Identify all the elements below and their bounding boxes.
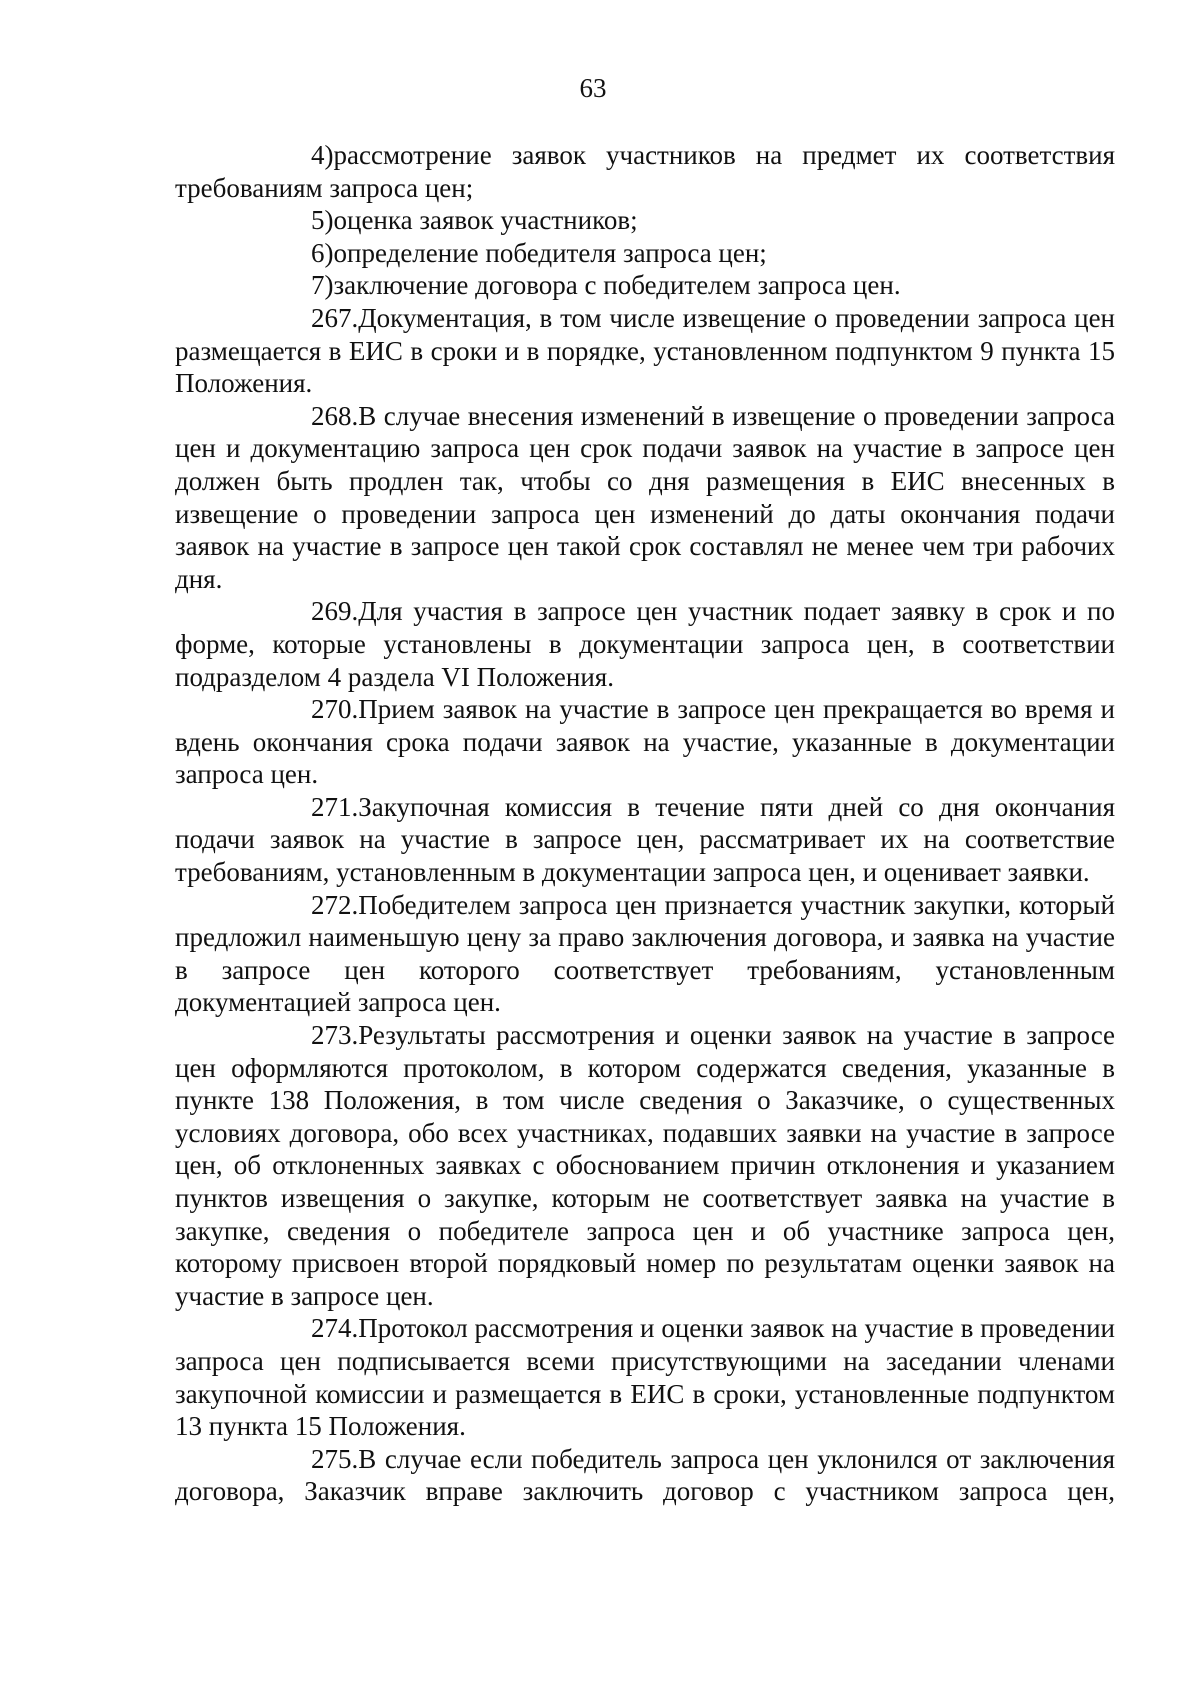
clause-275 — [175, 1443, 1115, 1508]
list-item-7 — [175, 269, 1115, 302]
clause-text: Прием заявок на участие в запросе цен прекращается во время и вдень окончания срока подачи заявок на участие, указанные в документации запроса цен. — [175, 694, 1115, 790]
clause-271 — [175, 791, 1115, 889]
clause-number: 272. — [311, 889, 359, 920]
clause-text: В случае если победитель запроса цен уклонился от заключения договора, Заказчик вправе заключить договор с участником запроса цен, — [175, 1443, 1115, 1507]
clause-270 — [175, 693, 1115, 791]
list-item-6 — [175, 237, 1115, 270]
clause-number: 270. — [311, 694, 359, 725]
clause-272 — [175, 889, 1115, 1019]
list-item-text: определение победителя запроса цен; — [333, 237, 767, 268]
list-item-text: заключение договора с победителем запроса цен. — [333, 270, 901, 301]
clause-number: 274. — [311, 1313, 359, 1344]
clause-text: В случае внесения изменений в извещение о проведении запроса цен и документацию запроса цен срок подачи заявок на участие в запросе цен должен быть продлен так, чтобы со дня размещения в ЕИС внесенных в извещение о проведении запроса цен изменений до даты окончания подачи заявок на участие в запросе цен такой срок составлял не менее чем три рабочих дня. — [175, 400, 1115, 594]
clause-number: 269. — [311, 596, 359, 627]
clause-text: Документация, в том числе извещение о проведении запроса цен размещается в ЕИС в сроки и в порядке, установленном подпунктом 9 пункта 15 Положения. — [175, 302, 1115, 399]
clause-text: Победителем запроса цен признается участник закупки, который предложил наименьшую цену за право заключения договора, и заявка на участие в запросе цен которого соответствует требованиям, установленным документацией запроса цен. — [175, 889, 1115, 1018]
clause-number: 271. — [311, 791, 359, 822]
clause-number: 273. — [311, 1020, 359, 1051]
list-item-number: 5) — [311, 205, 334, 236]
list-item-text: рассмотрение заявок участников на предмет их соответствия требованиям запроса цен; — [175, 140, 1115, 203]
list-item-number: 7) — [311, 270, 334, 301]
clause-text: Результаты рассмотрения и оценки заявок на участие в запросе цен оформляются протоколом, в котором содержатся сведения, указанные в пункте 138 Положения, в том числе сведения о Заказчике, о существенных условиях договора, обо всех участниках, подавших заявки на участие в запросе цен, об отклоненных заявках с обоснованием причин отклонения и указанием пунктов извещения о закупке, которым не соответствует заявка на участие в закупке, сведения о победителе запроса цен и об участнике запроса цен, которому присвоен второй порядковый номер по результатам оценки заявок на участие в запросе цен. — [175, 1020, 1115, 1311]
clause-text: Протокол рассмотрения и оценки заявок на участие в проведении запроса цен подписывается всеми присутствующими на заседании членами закупочной комиссии и размещается в ЕИС в сроки, установленные подпунктом 13 пункта 15 Положения. — [175, 1313, 1115, 1442]
list-item-5 — [175, 204, 1115, 237]
list-item-4 — [175, 139, 1115, 204]
clause-number: 267. — [311, 302, 359, 333]
clause-267 — [175, 302, 1115, 400]
clause-text: Закупочная комиссия в течение пяти дней со дня окончания подачи заявок на участие в запросе цен, рассматривает их на соответствие требованиям, установленным в документации запроса цен, и оценивает заявки. — [175, 791, 1115, 888]
clause-268 — [175, 400, 1115, 596]
clause-text: Для участия в запросе цен участник подает заявку в срок и по форме, которые установлены в документации запроса цен, в соответствии подразделом 4 раздела VI Положения. — [175, 596, 1115, 692]
list-item-text: оценка заявок участников; — [333, 205, 638, 236]
list-item-number: 4) — [311, 140, 334, 170]
clause-number: 275. — [311, 1443, 359, 1474]
clause-273 — [175, 1019, 1115, 1312]
clause-274 — [175, 1312, 1115, 1442]
list-item-number: 6) — [311, 237, 334, 268]
document-body — [175, 139, 1115, 1508]
page-number: 63 — [579, 73, 607, 103]
clause-269 — [175, 595, 1115, 693]
clause-number: 268. — [311, 400, 359, 431]
